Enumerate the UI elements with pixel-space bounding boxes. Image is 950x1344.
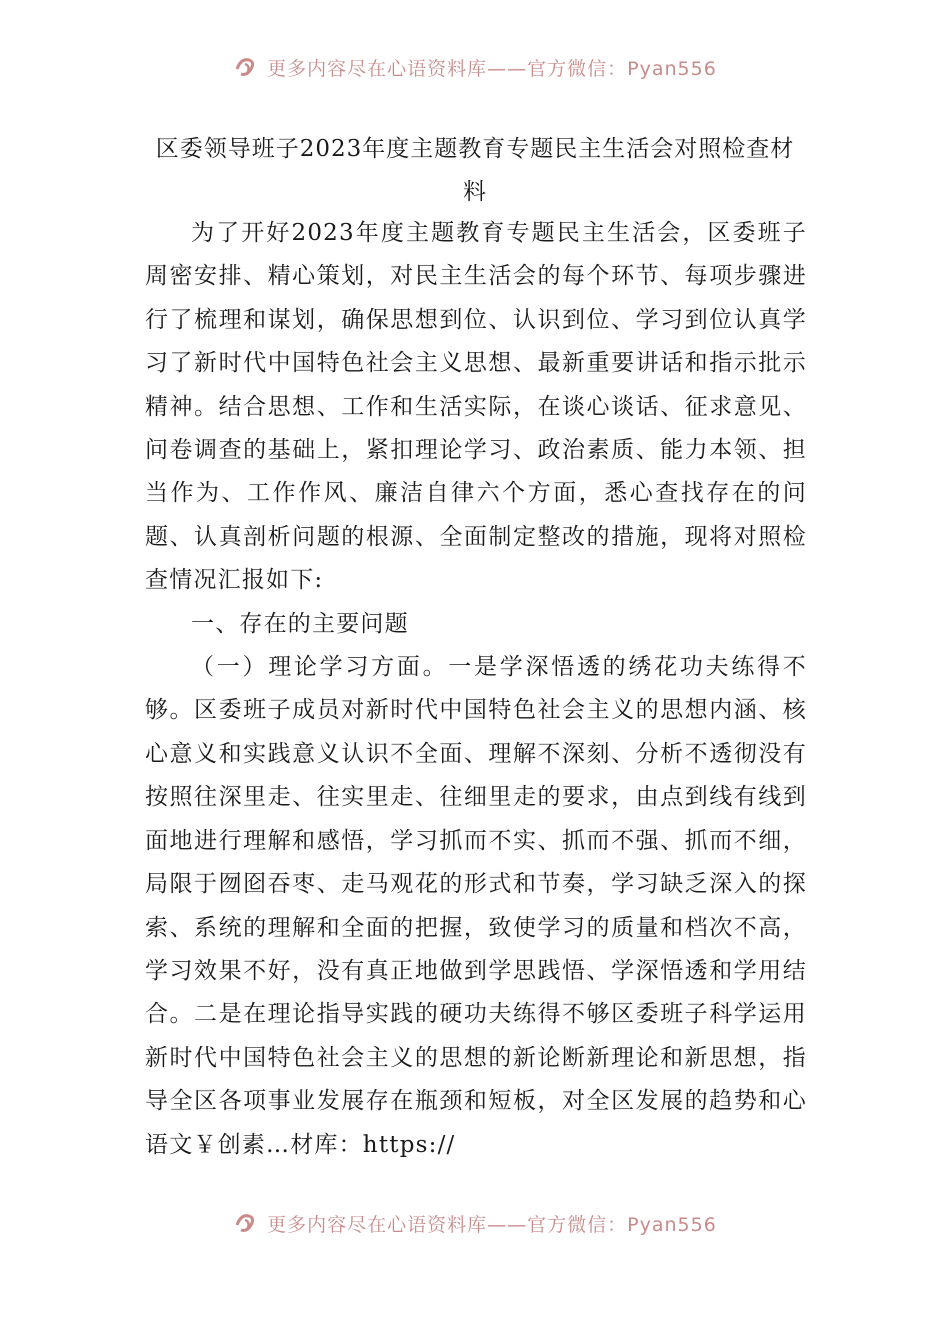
watermark-logo-icon [233,54,259,80]
document-title: 区委领导班子2023年度主题教育专题民主生活会对照检查材料 [155,136,795,205]
watermark-bottom [0,1206,950,1240]
watermark-text: 更多内容尽在心语资料库——官方微信：Pyan556 [267,57,717,80]
watermark-logo-icon [233,1210,259,1236]
document-body [145,212,807,1167]
section-paragraph: （一）理论学习方面。一是学深悟透的绣花功夫练得不够。区委班子成员对新时代中国特色社会主义的思想内涵、核心意义和实践意义认识不全面、理解不深刻、分析不透彻没有按照往深里走、往实里走、往细里走的要求，由点到线有线到面地进行理解和感悟，学习抓而不实、抓而不强、抓而不细，局限于囫囵吞枣、走马观花的形式和节奏，学习缺乏深入的探索、系统的理解和全面的把握，致使学习的质量和档次不高，学习效果不好，没有真正地做到学思践悟、学深悟透和学用结合。二是在理论指导实践的硬功夫练得不够区委班子科学运用新时代中国特色社会主义的思想的新论断新理论和新思想，指导全区各项事业发展存在瓶颈和短板，对全区发展的趋势和心语文￥创素…材库：https:// [145,654,807,1158]
watermark-top [0,50,950,84]
watermark-text: 更多内容尽在心语资料库——官方微信：Pyan556 [267,1213,717,1236]
section-heading: 一、存在的主要问题 [191,610,409,637]
intro-paragraph: 为了开好2023年度主题教育专题民主生活会，区委班子周密安排、精心策划，对民主生活会的每个环节、每项步骤进行了梳理和谋划，确保思想到位、认识到位、学习到位认真学习了新时代中国特色社会主义思想、最新重要讲话和指示批示精神。结合思想、工作和生活实际，在谈心谈话、征求意见、问卷调查的基础上，紧扣理论学习、政治素质、能力本领、担当作为、工作作风、廉洁自律六个方面，悉心查找存在的问题、认真剖析问题的根源、全面制定整改的措施，现将对照检查情况汇报如下: [145,220,807,594]
